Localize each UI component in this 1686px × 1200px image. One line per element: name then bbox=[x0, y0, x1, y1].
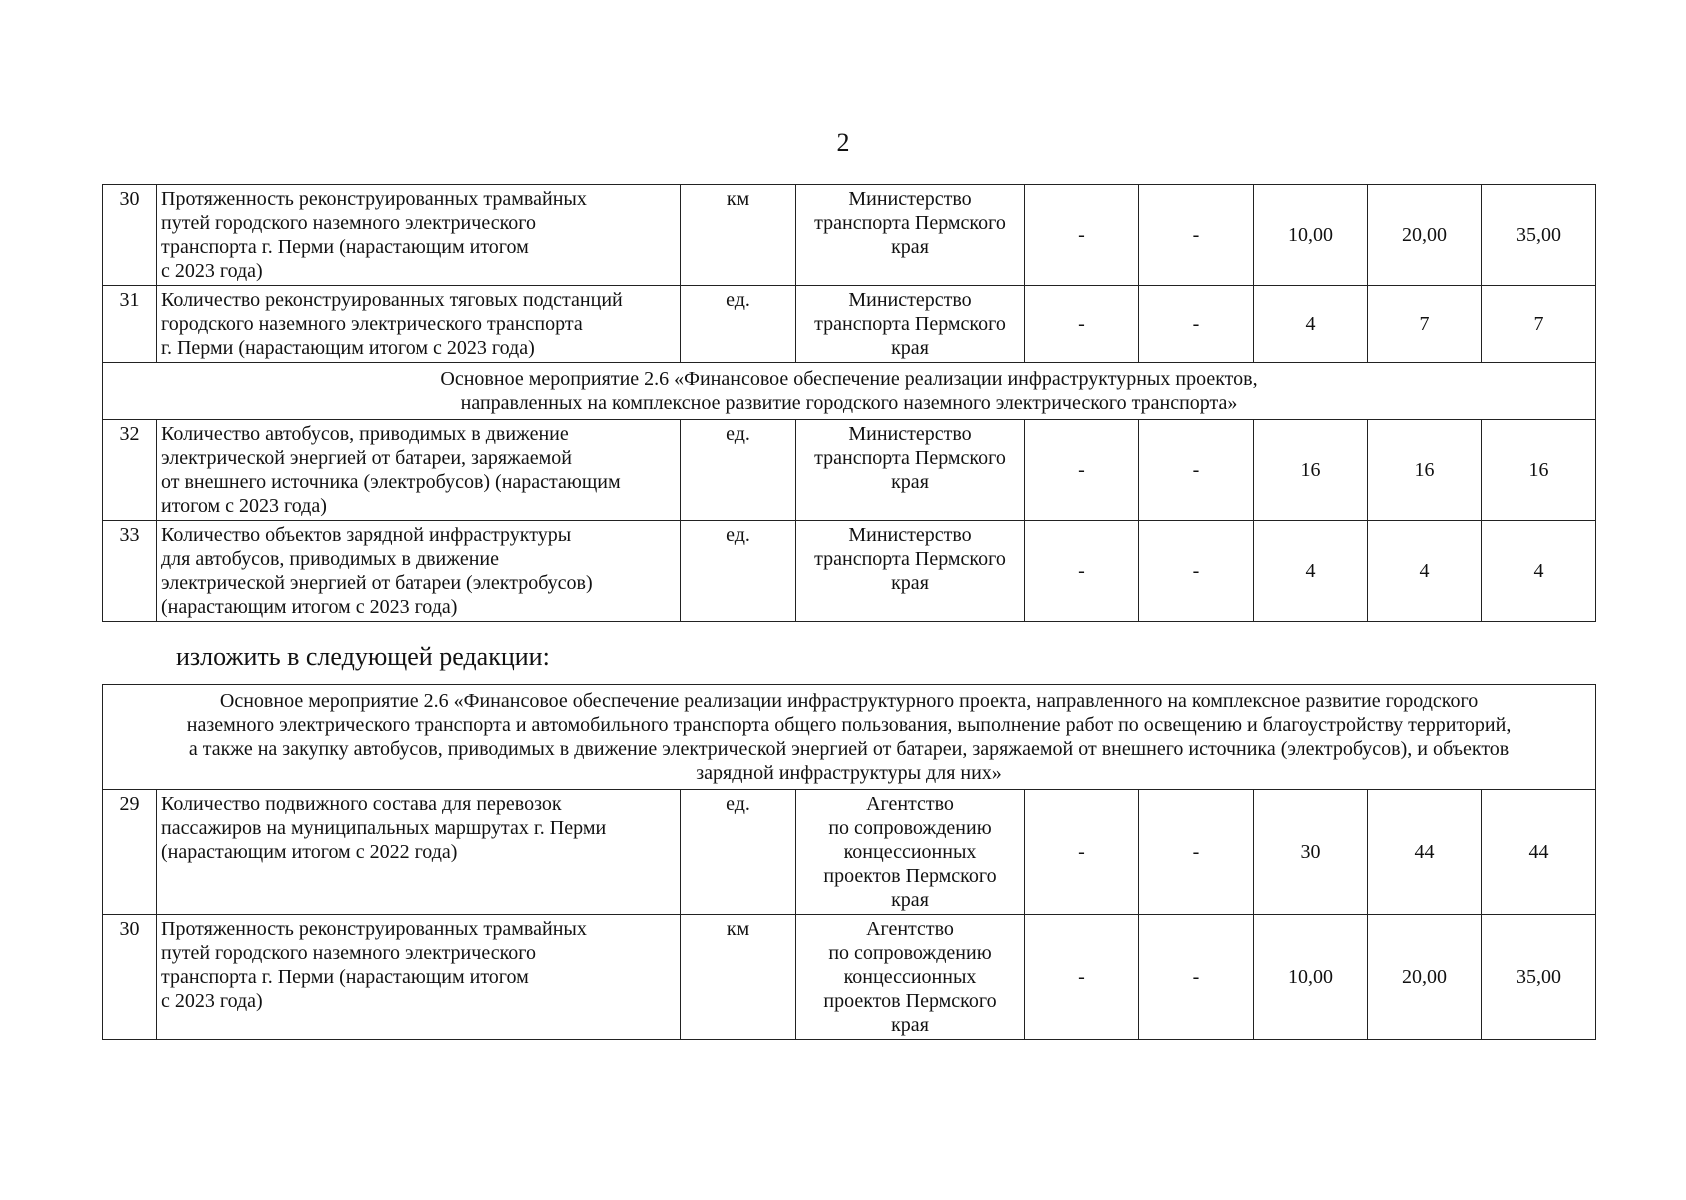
value-cell-4: 16 bbox=[1368, 420, 1482, 521]
indicator-name-line: Протяженность реконструированных трамвайных bbox=[161, 918, 587, 940]
indicator-name-line: транспорта г. Перми (нарастающим итогом bbox=[161, 236, 529, 258]
value-cell-5: 35,00 bbox=[1482, 185, 1596, 286]
responsible-body-line: транспорта Пермского bbox=[814, 212, 1006, 234]
indicator-name bbox=[157, 185, 681, 286]
value-cell-1: - bbox=[1025, 185, 1139, 286]
responsible-body-line: концессионных bbox=[843, 966, 977, 988]
value-cell-2: - bbox=[1139, 286, 1254, 363]
responsible-body-line: Министерство bbox=[848, 524, 972, 546]
responsible-body-line: Агентство bbox=[866, 918, 954, 940]
unit-cell: ед. bbox=[681, 790, 796, 915]
unit-cell: км bbox=[681, 915, 796, 1040]
responsible-body-line: транспорта Пермского bbox=[814, 313, 1006, 335]
value-cell-3: 4 bbox=[1254, 286, 1368, 363]
responsible-body-line: края bbox=[891, 471, 929, 493]
indicator-name-line: пассажиров на муниципальных маршрутах г. Перми bbox=[161, 817, 607, 839]
responsible-body-line: концессионных bbox=[843, 841, 977, 863]
section-heading-line: наземного электрического транспорта и автомобильного транспорта общего пользования, выполнение работ по освещению и благоустройству территорий, bbox=[186, 714, 1512, 736]
row-number: 30 bbox=[103, 185, 157, 286]
value-cell-1: - bbox=[1025, 915, 1139, 1040]
unit-cell: ед. bbox=[681, 521, 796, 622]
responsible-body-line: транспорта Пермского bbox=[814, 548, 1006, 570]
responsible-body-line: края bbox=[891, 889, 929, 911]
responsible-body-line: края bbox=[891, 1014, 929, 1036]
responsible-body bbox=[796, 521, 1025, 622]
indicator-name-line: (нарастающим итогом с 2023 года) bbox=[161, 596, 458, 618]
indicator-name-line: Протяженность реконструированных трамвайных bbox=[161, 188, 587, 210]
section-heading-line: зарядной инфраструктуры для них» bbox=[696, 762, 1002, 784]
value-cell-4: 7 bbox=[1368, 286, 1482, 363]
responsible-body-line: по сопровождению bbox=[828, 817, 992, 839]
section-row bbox=[103, 685, 1596, 790]
value-cell-1: - bbox=[1025, 521, 1139, 622]
unit-cell: км bbox=[681, 185, 796, 286]
value-cell-4: 4 bbox=[1368, 521, 1482, 622]
row-number: 32 bbox=[103, 420, 157, 521]
responsible-body-line: Министерство bbox=[848, 423, 972, 445]
responsible-body-line: края bbox=[891, 572, 929, 594]
responsible-body-line: края bbox=[891, 236, 929, 258]
value-cell-3: 10,00 bbox=[1254, 185, 1368, 286]
indicator-name bbox=[157, 420, 681, 521]
responsible-body bbox=[796, 286, 1025, 363]
indicator-name-line: Количество автобусов, приводимых в движение bbox=[161, 423, 569, 445]
value-cell-5: 35,00 bbox=[1482, 915, 1596, 1040]
indicator-name-line: электрической энергией от батареи (электробусов) bbox=[161, 572, 593, 594]
indicator-name bbox=[157, 915, 681, 1040]
value-cell-5: 44 bbox=[1482, 790, 1596, 915]
value-cell-5: 16 bbox=[1482, 420, 1596, 521]
section-heading bbox=[103, 685, 1596, 790]
responsible-body bbox=[796, 790, 1025, 915]
section-heading-line: Основное мероприятие 2.6 «Финансовое обеспечение реализации инфраструктурного проекта, направленного на комплексное развитие городского bbox=[219, 690, 1479, 712]
indicator-name bbox=[157, 790, 681, 915]
indicator-name-line: Количество реконструированных тяговых подстанций bbox=[161, 289, 623, 311]
value-cell-3: 30 bbox=[1254, 790, 1368, 915]
indicator-name-line: Количество объектов зарядной инфраструктуры bbox=[161, 524, 572, 546]
indicators-table-current bbox=[102, 184, 1596, 622]
row-number: 31 bbox=[103, 286, 157, 363]
indicator-name-line: городского наземного электрического транспорта bbox=[161, 313, 583, 335]
unit-cell: ед. bbox=[681, 420, 796, 521]
indicator-name bbox=[157, 521, 681, 622]
responsible-body bbox=[796, 915, 1025, 1040]
indicator-name-line: для автобусов, приводимых в движение bbox=[161, 548, 499, 570]
value-cell-3: 10,00 bbox=[1254, 915, 1368, 1040]
row-number: 33 bbox=[103, 521, 157, 622]
responsible-body-line: Министерство bbox=[848, 188, 972, 210]
section-heading-line: а также на закупку автобусов, приводимых в движение электрической энергией от батареи, заряжаемой от внешнего источника (электробусов), и объектов bbox=[188, 738, 1510, 760]
value-cell-5: 7 bbox=[1482, 286, 1596, 363]
row-number: 30 bbox=[103, 915, 157, 1040]
indicator-name-line: с 2023 года) bbox=[161, 260, 263, 282]
value-cell-2: - bbox=[1139, 915, 1254, 1040]
responsible-body bbox=[796, 185, 1025, 286]
responsible-body bbox=[796, 420, 1025, 521]
value-cell-1: - bbox=[1025, 790, 1139, 915]
section-heading-line: направленных на комплексное развитие городского наземного электрического транспорта» bbox=[460, 392, 1238, 414]
indicator-name-line: (нарастающим итогом с 2022 года) bbox=[161, 841, 458, 863]
value-cell-3: 16 bbox=[1254, 420, 1368, 521]
section-row bbox=[103, 363, 1596, 420]
table-row bbox=[103, 420, 1596, 521]
value-cell-5: 4 bbox=[1482, 521, 1596, 622]
value-cell-2: - bbox=[1139, 420, 1254, 521]
responsible-body-line: Министерство bbox=[848, 289, 972, 311]
responsible-body-line: проектов Пермского bbox=[823, 990, 997, 1012]
section-heading bbox=[103, 363, 1596, 420]
page-number: 2 bbox=[836, 128, 850, 157]
indicator-name-line: г. Перми (нарастающим итогом с 2023 года) bbox=[161, 337, 535, 359]
indicators-table-new bbox=[102, 684, 1596, 1040]
value-cell-2: - bbox=[1139, 521, 1254, 622]
indicator-name-line: с 2023 года) bbox=[161, 990, 263, 1012]
table-row bbox=[103, 790, 1596, 915]
responsible-body-line: проектов Пермского bbox=[823, 865, 997, 887]
indicator-name-line: итогом с 2023 года) bbox=[161, 495, 327, 517]
value-cell-1: - bbox=[1025, 286, 1139, 363]
indicator-name-line: транспорта г. Перми (нарастающим итогом bbox=[161, 966, 529, 988]
responsible-body-line: Агентство bbox=[866, 793, 954, 815]
table-row bbox=[103, 185, 1596, 286]
value-cell-2: - bbox=[1139, 790, 1254, 915]
row-number: 29 bbox=[103, 790, 157, 915]
unit-cell: ед. bbox=[681, 286, 796, 363]
value-cell-1: - bbox=[1025, 420, 1139, 521]
table-row bbox=[103, 286, 1596, 363]
responsible-body-line: транспорта Пермского bbox=[814, 447, 1006, 469]
responsible-body-line: по сопровождению bbox=[828, 942, 992, 964]
value-cell-2: - bbox=[1139, 185, 1254, 286]
indicator-name-line: путей городского наземного электрического bbox=[161, 212, 536, 234]
responsible-body-line: края bbox=[891, 337, 929, 359]
indicator-name-line: электрической энергией от батареи, заряжаемой bbox=[161, 447, 572, 469]
value-cell-4: 44 bbox=[1368, 790, 1482, 915]
indicator-name-line: от внешнего источника (электробусов) (нарастающим bbox=[161, 471, 621, 493]
table-row bbox=[103, 915, 1596, 1040]
table-row bbox=[103, 521, 1596, 622]
value-cell-3: 4 bbox=[1254, 521, 1368, 622]
value-cell-4: 20,00 bbox=[1368, 915, 1482, 1040]
indicator-name bbox=[157, 286, 681, 363]
section-heading-line: Основное мероприятие 2.6 «Финансовое обеспечение реализации инфраструктурных проектов, bbox=[440, 368, 1258, 390]
instruction-text: изложить в следующей редакции: bbox=[176, 642, 550, 671]
indicator-name-line: Количество подвижного состава для перевозок bbox=[161, 793, 562, 815]
indicator-name-line: путей городского наземного электрического bbox=[161, 942, 536, 964]
value-cell-4: 20,00 bbox=[1368, 185, 1482, 286]
